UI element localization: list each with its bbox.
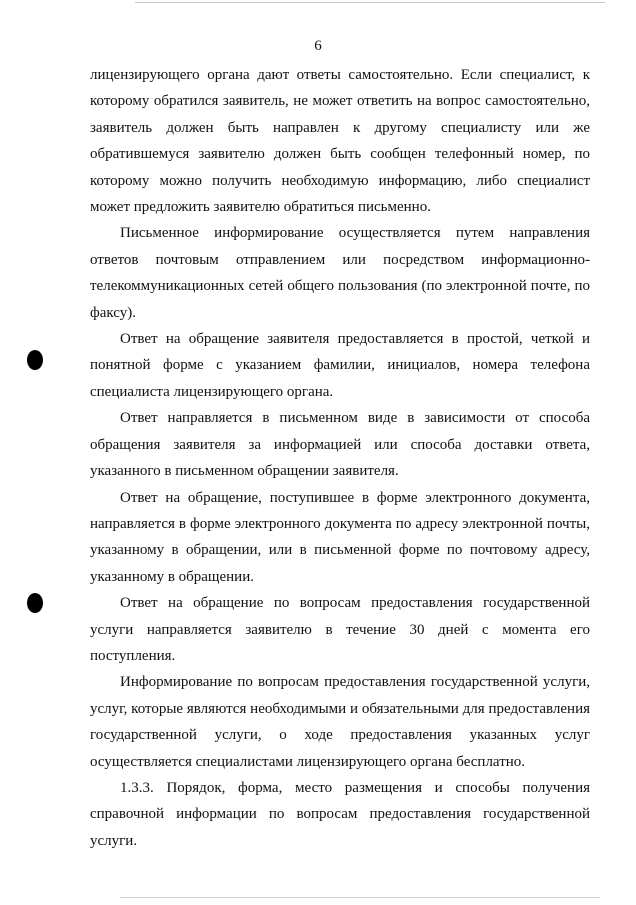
paragraph-answer-deadline: Ответ на обращение по вопросам предоставления государственной услуги направляется заявителю в течение 30 дней с момента его поступления. (90, 595, 590, 664)
body-text (90, 62, 590, 854)
bottom-edge-line (120, 897, 600, 898)
paragraph-continuation: лицензирующего органа дают ответы самостоятельно. Если специалист, к которому обратился заявитель, не может ответить на вопрос самостоятельно, заявитель должен быть направлен к другому специалисту или же обратившемуся заявителю должен быть сообщен телефонный номер, по которому можно получить необходимую информацию, либо специалист может предложить заявителю обратиться письменно. (90, 67, 590, 216)
paragraph-section-1-3-3: 1.3.3. Порядок, форма, место размещения и способы получения справочной информации по вопросам предоставления государственной услуги. (90, 779, 590, 849)
page-number: 6 (314, 38, 322, 54)
paragraph-answer-method: Ответ направляется в письменном виде в зависимости от способа обращения заявителя за информацией или способа доставки ответа, указанного в письменном обращении заявителя. (90, 410, 590, 480)
paragraph-written-informing: Письменное информирование осуществляется путем направления ответов почтовым отправлением или посредством информационно-телекоммуникационных сетей общего пользования (по электронной почте, по факсу). (90, 225, 590, 321)
top-edge-line (135, 2, 605, 3)
paragraph-electronic-answer: Ответ на обращение, поступившее в форме электронного документа, направляется в форме электронного документа по адресу электронной почты, указанному в обращении, или в письменной форме по почтовому адресу, указанному в обращении. (90, 489, 590, 585)
paragraph-answer-form: Ответ на обращение заявителя предоставляется в простой, четкой и понятной форме с указанием фамилии, инициалов, номера телефона специалиста лицензирующего органа. (90, 331, 590, 400)
paragraph-free-informing: Информирование по вопросам предоставления государственной услуги, услуг, которые являются необходимыми и обязательными для предоставления государственной услуги, о ходе предоставления указанных услуг осуществляется специалистами лицензирующего органа бесплатно. (90, 674, 590, 770)
binder-hole-mark (27, 350, 43, 370)
binder-hole-mark (27, 593, 43, 613)
